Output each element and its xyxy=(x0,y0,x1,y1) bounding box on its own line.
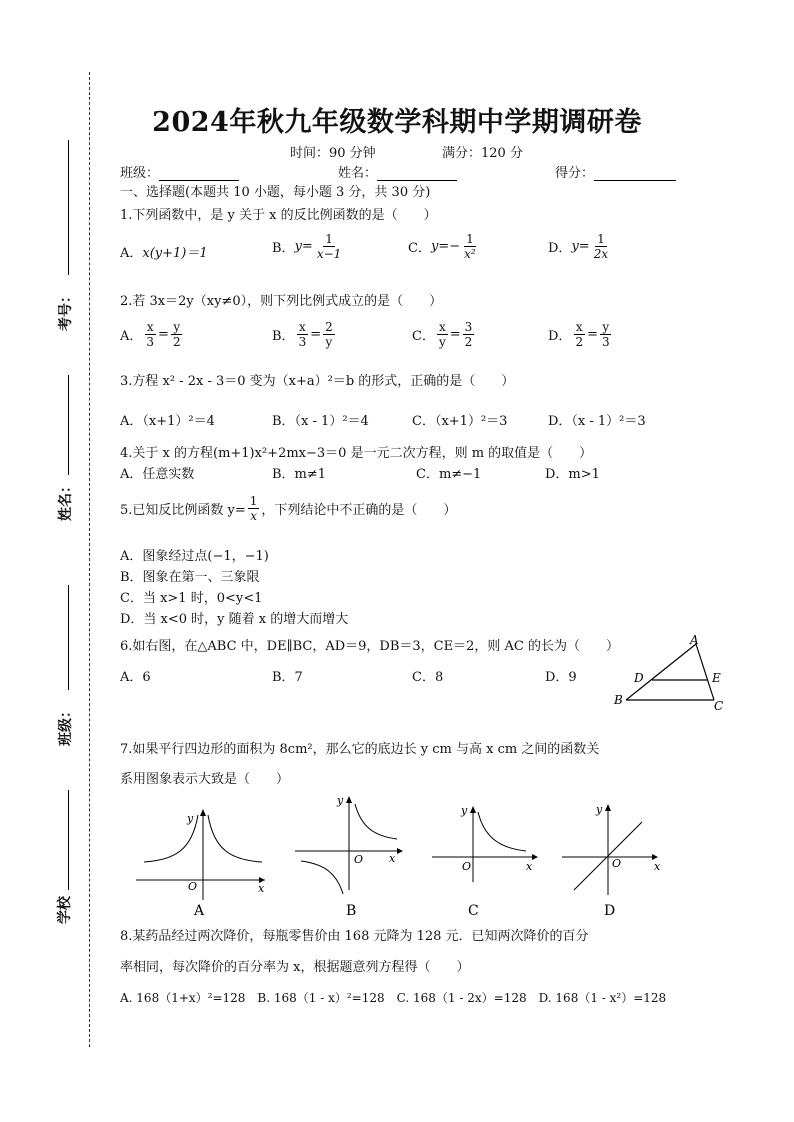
q2-option-d: D． $\frac{x}{2}$ = $\frac{y}{3}$ xyxy=(548,320,610,349)
q6-option-a: A．6 xyxy=(120,670,151,685)
time-info: 时间：90 分钟 xyxy=(290,146,376,161)
xuexiao-label: 学校 xyxy=(57,896,73,924)
q2-stem: 2.若 3x＝2y（xy≠0），则下列比例式成立的是（ ） xyxy=(120,294,443,309)
curve-q1 xyxy=(355,804,397,839)
q6-option-d: D．9 xyxy=(545,670,577,685)
xingming-underline xyxy=(68,375,69,475)
q7-graph-b xyxy=(293,790,411,920)
q1-option-b: B． y= $\frac{1}{x-1}$ xyxy=(272,232,342,261)
page-title: 2024年秋九年级数学科期中学期调研卷 xyxy=(152,107,642,138)
x-label: x xyxy=(389,852,396,865)
graph-c-label: C xyxy=(468,903,479,919)
q8-stem-line2: 率相同，每次降价的百分率为 x，根据题意列方程得（ ） xyxy=(120,960,470,975)
q6-triangle-figure xyxy=(610,632,730,712)
q7-graph-d xyxy=(558,800,668,920)
kaohao-label: 考号： xyxy=(58,289,74,331)
q4-option-d: D．m>1 xyxy=(545,467,600,482)
y-label: y xyxy=(187,812,194,825)
q2-option-a: A． $\frac{x}{3}$ = $\frac{y}{2}$ xyxy=(120,320,181,349)
q1-stem: 1.下列函数中，是 y 关于 x 的反比例函数的是（ ） xyxy=(120,208,437,223)
q7-stem-line2: 系用图象表示大致是（ ） xyxy=(120,772,290,787)
vertex-B-label: B xyxy=(614,693,623,707)
q4-option-c: C．m≠−1 xyxy=(416,467,482,482)
class-label: 班级： xyxy=(120,166,160,181)
q5-option-d: D．当 x<0 时，y 随着 x 的增大而增大 xyxy=(120,612,349,627)
banji-label: 班级： xyxy=(58,704,74,746)
q3-option-d: D．（x - 1）²＝3 xyxy=(548,414,646,429)
score-label: 得分： xyxy=(555,166,595,181)
q6-stem: 6.如右图，在△ABC 中，DE∥BC，AD＝9，DB＝3，CE＝2，则 AC 的长为（ ） xyxy=(120,639,619,654)
xuexiao-underline xyxy=(68,790,69,890)
origin-label: O xyxy=(462,860,472,873)
graph-b-label: B xyxy=(346,903,357,919)
q6-option-c: C．8 xyxy=(412,670,444,685)
q3-option-b: B．（x - 1）²＝4 xyxy=(272,414,369,429)
q1-option-a: A．x(y+1)＝1 xyxy=(120,246,208,261)
q2-option-c: C． $\frac{x}{y}$ = $\frac{3}{2}$ xyxy=(412,320,473,349)
q7-stem-line1: 7.如果平行四边形的面积为 8cm²，那么它的底边长 y cm 与高 x cm 之间的函数关 xyxy=(120,742,600,757)
q7-graph-a xyxy=(130,805,270,920)
q1-option-d: D． y= $\frac{1}{2x}$ xyxy=(548,232,609,261)
q5-option-b: B．图象在第一、三象限 xyxy=(120,570,260,585)
q7-graph-c xyxy=(428,800,546,920)
name-label: 姓名： xyxy=(338,166,378,181)
graph-d-label: D xyxy=(604,903,616,919)
class-field[interactable] xyxy=(120,162,239,181)
curve-right xyxy=(208,815,262,862)
score-field[interactable] xyxy=(555,162,676,181)
score-total-info: 满分：120 分 xyxy=(442,146,523,161)
q8-options: A. 168（1+x）²=128 B. 168（1 - x）²=128 C. 168（1 - 2x）=128 D. 168（1 - x²）=128 xyxy=(120,991,667,1005)
q3-option-c: C．（x+1）²＝3 xyxy=(412,414,508,429)
y-label: y xyxy=(461,804,468,817)
vertex-E-label: E xyxy=(712,671,721,685)
binding-dashed-line xyxy=(89,72,90,1047)
x-label: x xyxy=(654,860,661,873)
xingming-label: 姓名： xyxy=(58,479,74,521)
graph-a-label: A xyxy=(194,903,205,919)
origin-label: O xyxy=(612,857,622,870)
q8-stem-line1: 8.某药品经过两次降价，每瓶零售价由 168 元降为 128 元．已知两次降价的百分 xyxy=(120,929,589,944)
q5-stem: 5.已知反比例函数 y= $\frac{1}{x}$ ，下列结论中不正确的是（ ） xyxy=(120,494,457,523)
vertex-C-label: C xyxy=(714,699,724,712)
q6-option-b: B．7 xyxy=(272,670,303,685)
q5-option-c: C．当 x>1 时，0<y<1 xyxy=(120,591,263,606)
vertex-A-label: A xyxy=(690,633,699,647)
q2-option-b: B． $\frac{x}{3}$ = $\frac{2}{y}$ xyxy=(272,320,333,349)
q4-option-a: A．任意实数 xyxy=(120,467,195,482)
kaohao-underline xyxy=(68,140,69,275)
q1-option-c: C． y=− $\frac{1}{\text{x²}}$ xyxy=(408,232,476,261)
banji-underline xyxy=(68,585,69,690)
origin-label: O xyxy=(188,880,198,893)
q3-option-a: A．（x+1）²＝4 xyxy=(120,414,215,429)
x-label: x xyxy=(258,882,265,895)
q4-option-b: B．m≠1 xyxy=(272,467,327,482)
x-label: x xyxy=(526,860,533,873)
curve-q1 xyxy=(478,812,526,851)
section1-heading: 一、选择题(本题共 10 小题，每小题 3 分，共 30 分) xyxy=(120,185,431,200)
origin-label: O xyxy=(354,853,364,866)
q3-stem: 3.方程 x² - 2x - 3＝0 变为（x+a）²＝b 的形式，正确的是（ ） xyxy=(120,374,515,389)
name-field[interactable] xyxy=(338,162,457,181)
y-label: y xyxy=(337,794,344,807)
vertex-D-label: D xyxy=(634,671,644,685)
y-label: y xyxy=(596,803,603,816)
q4-stem: 4.关于 x 的方程(m+1)x²+2mx−3＝0 是一元二次方程，则 m 的取值是（ ） xyxy=(120,446,593,461)
curve-q3 xyxy=(301,861,343,894)
q5-option-a: A．图象经过点(−1，−1) xyxy=(120,549,269,564)
